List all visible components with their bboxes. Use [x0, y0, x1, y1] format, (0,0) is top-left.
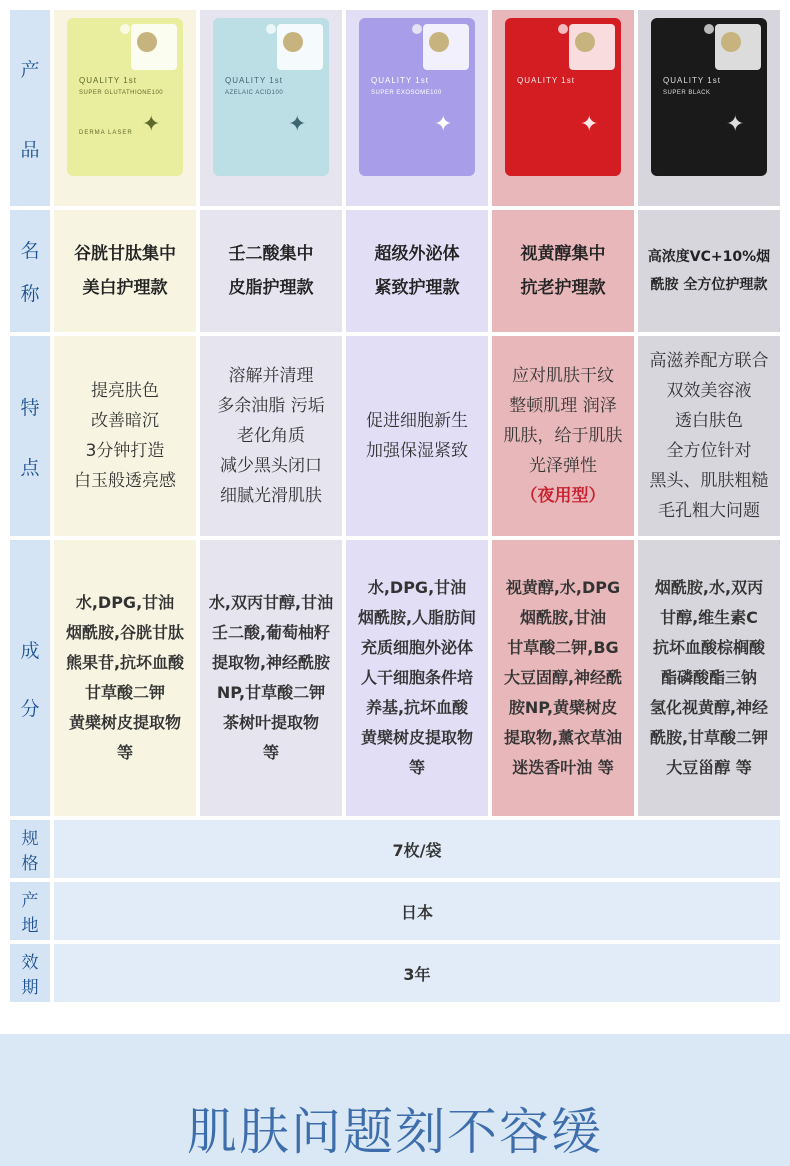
- feature-line: 整顿肌理 润泽: [509, 396, 617, 416]
- row-label-char: 地: [21, 916, 39, 936]
- product-features: [638, 336, 780, 536]
- row-label-char: 效: [21, 953, 39, 973]
- row-label-shelf-life: [10, 944, 50, 1002]
- feature-line: 毛孔粗大问题: [658, 501, 760, 521]
- spec-value: 7枚/袋: [54, 820, 780, 878]
- feature-line: 加强保湿紧致: [366, 441, 468, 461]
- feature-line: 肌肤，给于肌肤: [503, 426, 623, 446]
- feature-line: 全方位针对: [666, 441, 752, 461]
- product-image-cell: [200, 10, 342, 206]
- row-label-char: 成: [20, 639, 40, 662]
- product-features: [200, 336, 342, 536]
- product-badge: [131, 24, 177, 70]
- product-features: [492, 336, 634, 536]
- row-label-char: 格: [21, 854, 39, 874]
- product-ingredients: 水,DPG,甘油 烟酰胺,谷胱甘肽 熊果苷,抗坏血酸 甘草酸二钾 黄檗树皮提取物 等: [54, 540, 196, 816]
- hang-hole: [558, 24, 568, 34]
- product-package: [359, 18, 475, 176]
- sparkle-icon: ✦: [142, 112, 161, 137]
- origin-value: 日本: [54, 882, 780, 940]
- product-package: [213, 18, 329, 176]
- hang-hole: [704, 24, 714, 34]
- shelf-life-value: 3年: [54, 944, 780, 1002]
- row-label-char: 称: [20, 283, 40, 305]
- product-image-cell: [638, 10, 780, 206]
- hang-hole: [120, 24, 130, 34]
- night-use-note: （夜用型）: [520, 486, 606, 506]
- row-label-char: 期: [21, 978, 39, 998]
- feature-line: 3分钟打造: [85, 441, 165, 461]
- sparkle-icon: ✦: [580, 112, 599, 137]
- product-image-cell: [492, 10, 634, 206]
- hang-hole: [412, 24, 422, 34]
- product-badge: [277, 24, 323, 70]
- feature-line: 双效美容液: [666, 381, 752, 401]
- feature-line: 溶解并清理: [228, 366, 314, 386]
- product-package: [505, 18, 621, 176]
- row-label-char: 品: [20, 138, 40, 161]
- package-quality-text: QUALITY 1st: [517, 76, 575, 85]
- row-label-ingredients: [10, 540, 50, 816]
- product-features: [54, 336, 196, 536]
- row-label-char: 名: [20, 240, 40, 262]
- row-label-name: [10, 210, 50, 332]
- package-quality-text: QUALITY 1st: [79, 76, 137, 85]
- feature-line: 减少黑头闭口: [220, 456, 322, 476]
- feature-line: 提亮肤色: [91, 381, 159, 401]
- product-name: 壬二酸集中 皮脂护理款: [200, 210, 342, 332]
- product-badge: [569, 24, 615, 70]
- product-ingredients: 烟酰胺,水,双丙 甘醇,维生素C 抗坏血酸棕榈酸 酯磷酸酯三钠 氢化视黄醇,神经 酰胺,甘草酸二钾 大豆甾醇 等: [638, 540, 780, 816]
- feature-line: 高滋养配方联合: [649, 351, 769, 371]
- product-package: [67, 18, 183, 176]
- feature-line: 多余油脂 污垢: [217, 396, 325, 416]
- package-sub-text: SUPER BLACK: [663, 90, 711, 96]
- feature-line: 老化角质: [237, 426, 305, 446]
- product-image-cell: [54, 10, 196, 206]
- product-package: [651, 18, 767, 176]
- row-label-char: 产: [20, 58, 40, 81]
- row-label-product: [10, 10, 50, 206]
- row-label-spec: [10, 820, 50, 878]
- package-sub-text: AZELAIC ACID100: [225, 90, 284, 96]
- product-badge: [423, 24, 469, 70]
- package-sub-text: SUPER GLUTATHIONE100: [79, 90, 164, 96]
- row-label-origin: [10, 882, 50, 940]
- row-label-char: 规: [21, 829, 39, 849]
- section-headline: 肌肤问题刻不容缓: [187, 1103, 603, 1161]
- product-badge: [715, 24, 761, 70]
- product-image-cell: [346, 10, 488, 206]
- package-sub-text: SUPER EXOSOME100: [371, 90, 442, 96]
- sparkle-icon: ✦: [288, 112, 307, 137]
- sparkle-icon: ✦: [726, 112, 745, 137]
- package-quality-text: QUALITY 1st: [225, 76, 283, 85]
- package-quality-text: QUALITY 1st: [371, 76, 429, 85]
- product-ingredients: 视黄醇,水,DPG 烟酰胺,甘油 甘草酸二钾,BG 大豆固醇,神经酰 胺NP,黄檗树皮 提取物,薰衣草油 迷迭香叶油 等: [492, 540, 634, 816]
- package-brand-text: DERMA LASER: [79, 130, 133, 136]
- row-label-features: [10, 336, 50, 536]
- feature-line: 改善暗沉: [91, 411, 159, 431]
- hang-hole: [266, 24, 276, 34]
- feature-line: 黑头、肌肤粗糙: [649, 471, 769, 491]
- row-label-char: 特: [20, 396, 40, 419]
- feature-line: 白玉般透亮感: [74, 471, 176, 491]
- row-label-char: 点: [20, 456, 40, 479]
- product-name: 高浓度VC+10%烟 酰胺 全方位护理款: [638, 210, 780, 332]
- feature-line: 促进细胞新生: [366, 411, 468, 431]
- product-features: [346, 336, 488, 536]
- row-label-char: 产: [21, 891, 39, 911]
- sparkle-icon: ✦: [434, 112, 453, 137]
- feature-line: 应对肌肤干纹: [512, 366, 614, 386]
- feature-line: 光泽弹性: [529, 456, 597, 476]
- product-name: 超级外泌体 紧致护理款: [346, 210, 488, 332]
- product-ingredients: 水,DPG,甘油 烟酰胺,人脂肪间 充质细胞外泌体 人干细胞条件培 养基,抗坏血酸 黄檗树皮提取物 等: [346, 540, 488, 816]
- feature-line: 透白肤色: [675, 411, 743, 431]
- package-quality-text: QUALITY 1st: [663, 76, 721, 85]
- product-name: 谷胱甘肽集中 美白护理款: [54, 210, 196, 332]
- row-label-char: 分: [20, 697, 40, 720]
- feature-line: 细腻光滑肌肤: [220, 486, 322, 506]
- product-ingredients: 水,双丙甘醇,甘油 壬二酸,葡萄柚籽 提取物,神经酰胺 NP,甘草酸二钾 茶树叶提取物 等: [200, 540, 342, 816]
- product-name: 视黄醇集中 抗老护理款: [492, 210, 634, 332]
